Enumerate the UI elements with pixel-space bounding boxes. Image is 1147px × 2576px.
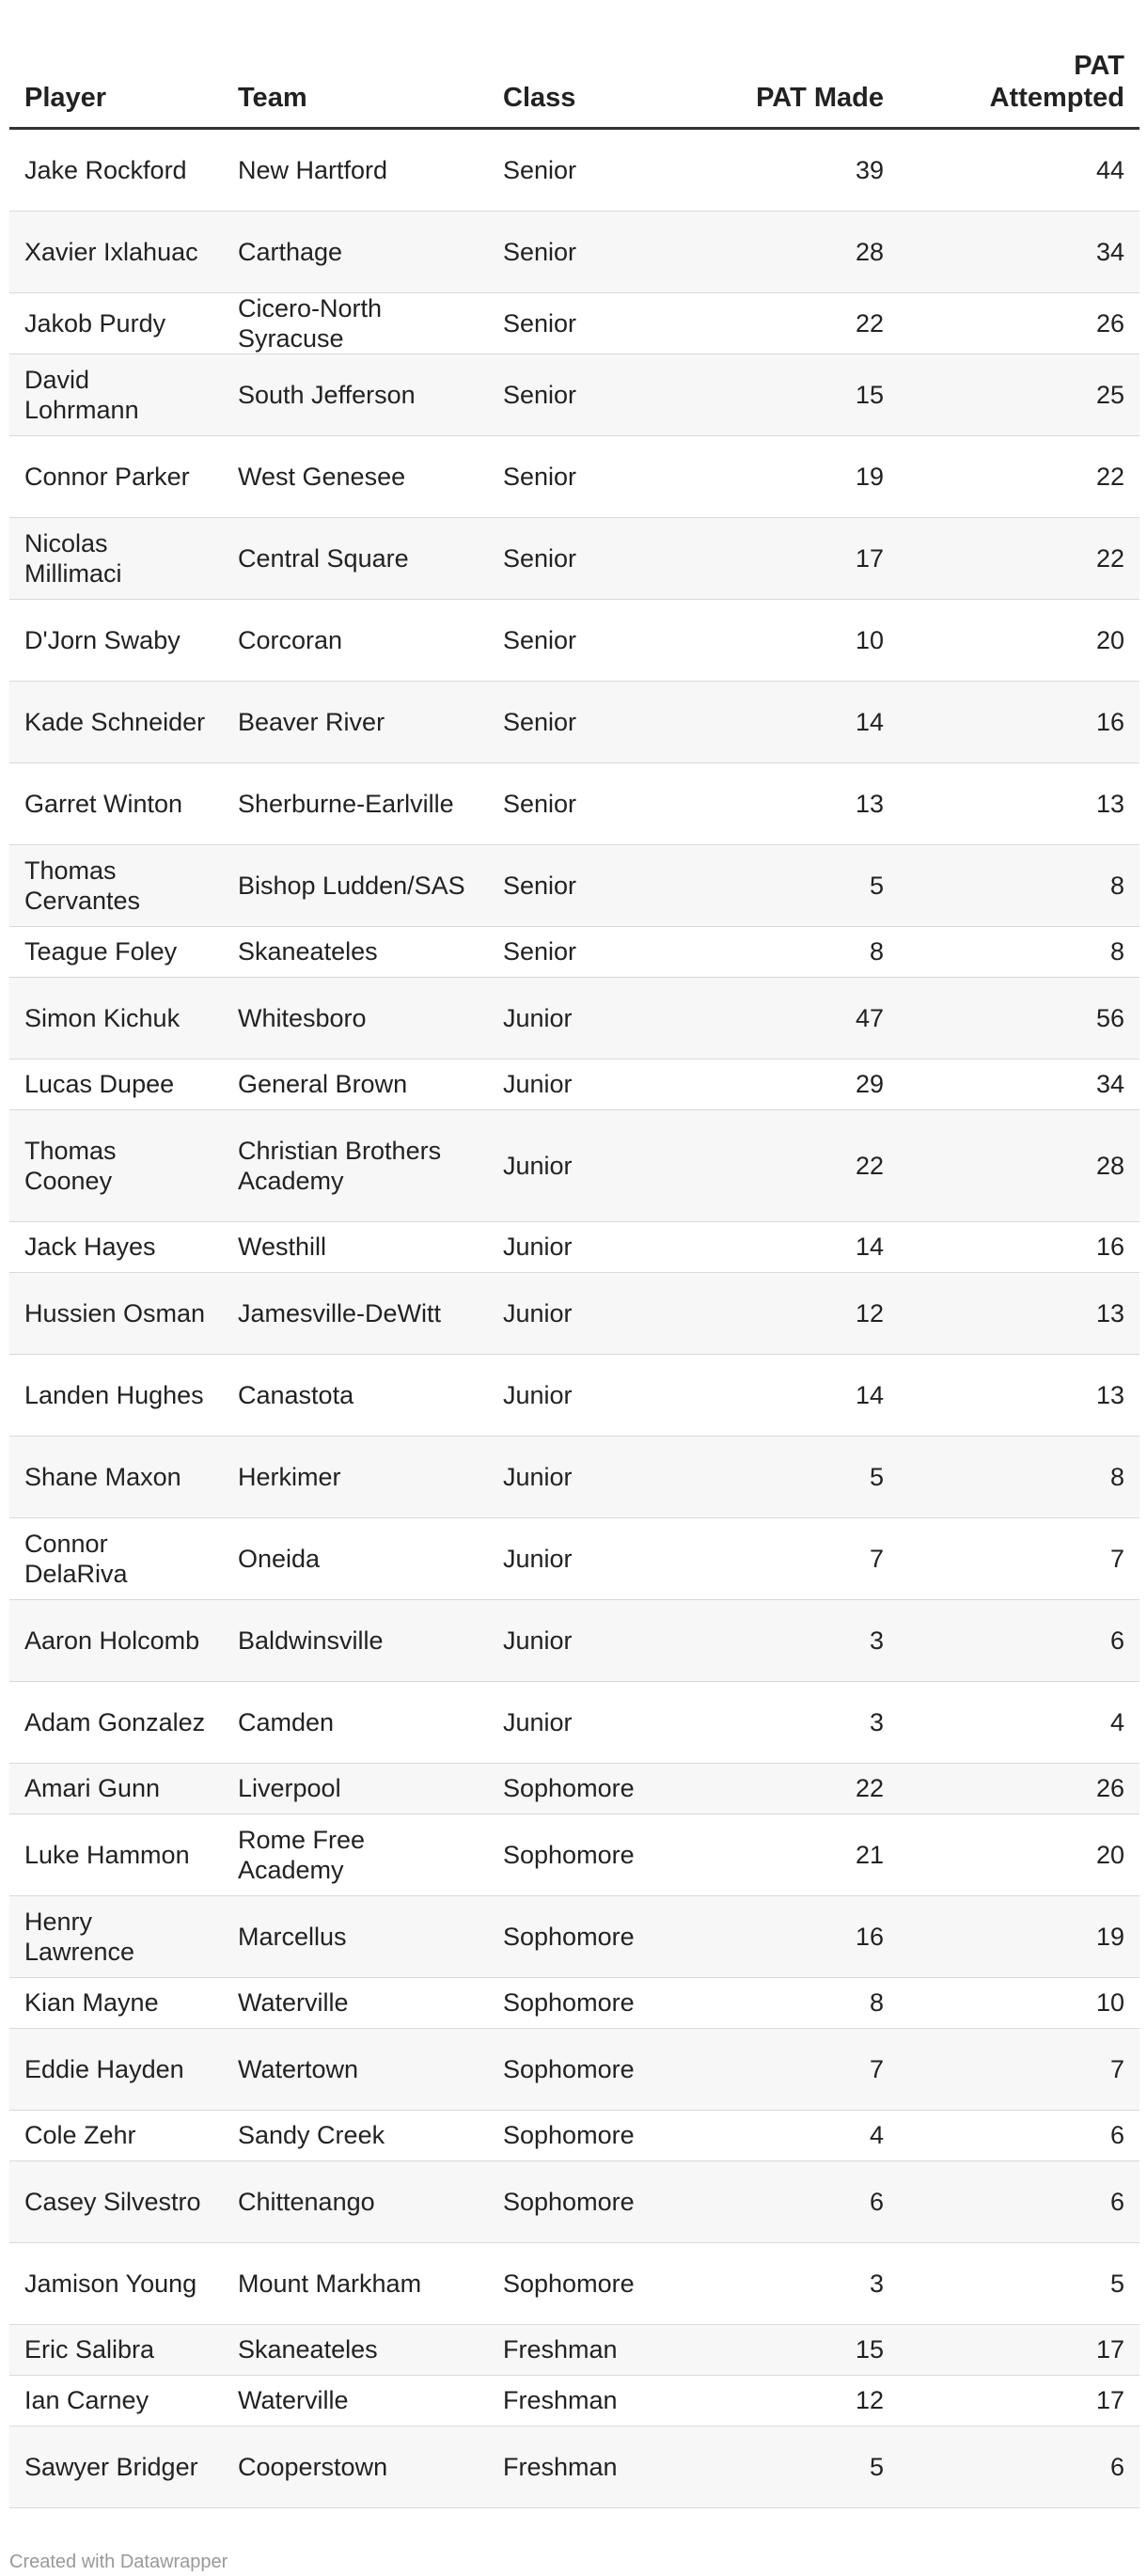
table-row [9, 1814, 1139, 1895]
cell-pat-made: 5 [655, 1436, 899, 1517]
table-row [9, 2324, 1139, 2375]
cell-pat-made: 3 [655, 2242, 899, 2324]
header-class[interactable]: Class [488, 28, 655, 128]
cell-pat-made: 10 [655, 599, 899, 681]
cell-player: Eddie Hayden [9, 2028, 223, 2110]
cell-pat-attempted: 20 [899, 599, 1139, 681]
table-row [9, 517, 1139, 599]
cell-pat-attempted: 6 [899, 2110, 1139, 2160]
table-row [9, 1272, 1139, 1354]
cell-team: Marcellus [223, 1895, 488, 1977]
cell-team: Carthage [223, 211, 488, 292]
datawrapper-credit: Created with Datawrapper [9, 2552, 228, 2572]
table-row [9, 844, 1139, 926]
cell-pat-made: 3 [655, 1599, 899, 1681]
cell-class: Senior [488, 292, 655, 353]
header-player[interactable]: Player [9, 28, 223, 128]
cell-team: Camden [223, 1681, 488, 1763]
cell-player: Sawyer Bridger [9, 2426, 223, 2507]
cell-class: Sophomore [488, 1895, 655, 1977]
cell-pat-made: 22 [655, 292, 899, 353]
cell-class: Junior [488, 1109, 655, 1221]
cell-class: Junior [488, 1354, 655, 1436]
cell-class: Senior [488, 128, 655, 211]
table-row [9, 2426, 1139, 2507]
cell-pat-made: 6 [655, 2160, 899, 2242]
cell-class: Sophomore [488, 2028, 655, 2110]
cell-player: Adam Gonzalez [9, 1681, 223, 1763]
table-row [9, 1763, 1139, 1814]
cell-player: Aaron Holcomb [9, 1599, 223, 1681]
cell-team: West Genesee [223, 435, 488, 517]
cell-player: Teague Foley [9, 926, 223, 977]
cell-team: Sandy Creek [223, 2110, 488, 2160]
cell-pat-made: 12 [655, 1272, 899, 1354]
table-row [9, 1354, 1139, 1436]
cell-pat-attempted: 17 [899, 2375, 1139, 2426]
cell-class: Sophomore [488, 1814, 655, 1895]
cell-pat-attempted: 16 [899, 681, 1139, 762]
cell-player: Luke Hammon [9, 1814, 223, 1895]
cell-pat-attempted: 22 [899, 435, 1139, 517]
cell-pat-attempted: 8 [899, 1436, 1139, 1517]
table-row [9, 599, 1139, 681]
cell-player: Thomas Cooney [9, 1109, 223, 1221]
cell-pat-made: 21 [655, 1814, 899, 1895]
table-row [9, 2375, 1139, 2426]
table-row [9, 2242, 1139, 2324]
cell-player: Eric Salibra [9, 2324, 223, 2375]
cell-pat-attempted: 13 [899, 1272, 1139, 1354]
cell-player: Cole Zehr [9, 2110, 223, 2160]
cell-team: Chittenango [223, 2160, 488, 2242]
cell-class: Sophomore [488, 1763, 655, 1814]
cell-pat-attempted: 34 [899, 211, 1139, 292]
cell-pat-attempted: 7 [899, 2028, 1139, 2110]
table-row [9, 2110, 1139, 2160]
table-row [9, 2028, 1139, 2110]
cell-player: Jake Rockford [9, 128, 223, 211]
table-row [9, 353, 1139, 435]
cell-player: David Lohrmann [9, 353, 223, 435]
cell-pat-attempted: 22 [899, 517, 1139, 599]
cell-pat-made: 3 [655, 1681, 899, 1763]
cell-pat-made: 14 [655, 681, 899, 762]
cell-team: Bishop Ludden/SAS [223, 844, 488, 926]
cell-pat-made: 47 [655, 977, 899, 1059]
cell-pat-made: 22 [655, 1763, 899, 1814]
cell-team: Skaneateles [223, 926, 488, 977]
cell-class: Senior [488, 211, 655, 292]
pat-stats-table [9, 28, 1139, 2508]
cell-pat-made: 7 [655, 1517, 899, 1599]
table-row [9, 1517, 1139, 1599]
cell-team: Herkimer [223, 1436, 488, 1517]
cell-class: Sophomore [488, 2110, 655, 2160]
cell-pat-made: 19 [655, 435, 899, 517]
cell-pat-attempted: 7 [899, 1517, 1139, 1599]
cell-pat-made: 15 [655, 353, 899, 435]
cell-pat-attempted: 6 [899, 2426, 1139, 2507]
cell-player: D'Jorn Swaby [9, 599, 223, 681]
cell-team: Central Square [223, 517, 488, 599]
cell-pat-made: 29 [655, 1059, 899, 1109]
table-row [9, 1895, 1139, 1977]
cell-pat-attempted: 17 [899, 2324, 1139, 2375]
cell-team: Corcoran [223, 599, 488, 681]
table-row [9, 435, 1139, 517]
cell-pat-attempted: 16 [899, 1221, 1139, 1272]
cell-team: Christian Brothers Academy [223, 1109, 488, 1221]
cell-pat-made: 14 [655, 1221, 899, 1272]
cell-class: Junior [488, 1436, 655, 1517]
cell-team: South Jefferson [223, 353, 488, 435]
cell-class: Senior [488, 599, 655, 681]
table-row [9, 762, 1139, 844]
cell-player: Ian Carney [9, 2375, 223, 2426]
cell-pat-attempted: 19 [899, 1895, 1139, 1977]
cell-pat-made: 12 [655, 2375, 899, 2426]
cell-pat-attempted: 10 [899, 1977, 1139, 2028]
cell-team: Rome Free Academy [223, 1814, 488, 1895]
cell-pat-attempted: 20 [899, 1814, 1139, 1895]
cell-team: Canastota [223, 1354, 488, 1436]
cell-pat-attempted: 6 [899, 2160, 1139, 2242]
table-row [9, 1109, 1139, 1221]
cell-team: New Hartford [223, 128, 488, 211]
cell-player: Shane Maxon [9, 1436, 223, 1517]
cell-pat-made: 5 [655, 2426, 899, 2507]
header-team[interactable]: Team [223, 28, 488, 128]
cell-pat-made: 8 [655, 926, 899, 977]
cell-team: Cicero-North Syracuse [223, 292, 488, 353]
cell-pat-attempted: 26 [899, 292, 1139, 353]
cell-player: Casey Silvestro [9, 2160, 223, 2242]
cell-class: Senior [488, 517, 655, 599]
cell-player: Nicolas Millimaci [9, 517, 223, 599]
cell-pat-attempted: 8 [899, 844, 1139, 926]
table-header [9, 28, 1139, 128]
cell-team: Jamesville-DeWitt [223, 1272, 488, 1354]
cell-player: Landen Hughes [9, 1354, 223, 1436]
cell-class: Senior [488, 353, 655, 435]
cell-player: Kian Mayne [9, 1977, 223, 2028]
table-row [9, 211, 1139, 292]
cell-team: Westhill [223, 1221, 488, 1272]
table-row [9, 2160, 1139, 2242]
cell-pat-made: 13 [655, 762, 899, 844]
header-row [9, 28, 1139, 128]
cell-pat-made: 7 [655, 2028, 899, 2110]
cell-class: Sophomore [488, 2160, 655, 2242]
table-row [9, 1977, 1139, 2028]
cell-player: Garret Winton [9, 762, 223, 844]
table-row [9, 926, 1139, 977]
cell-pat-attempted: 8 [899, 926, 1139, 977]
table-row [9, 128, 1139, 211]
cell-pat-attempted: 13 [899, 1354, 1139, 1436]
cell-team: Waterville [223, 2375, 488, 2426]
cell-pat-made: 4 [655, 2110, 899, 2160]
table-row [9, 681, 1139, 762]
cell-player: Lucas Dupee [9, 1059, 223, 1109]
cell-team: Watertown [223, 2028, 488, 2110]
cell-class: Junior [488, 1681, 655, 1763]
cell-team: Beaver River [223, 681, 488, 762]
cell-team: Skaneateles [223, 2324, 488, 2375]
header-pat-attempted-line2: Attempted [989, 82, 1124, 113]
cell-pat-made: 39 [655, 128, 899, 211]
table-row [9, 1436, 1139, 1517]
cell-pat-attempted: 28 [899, 1109, 1139, 1221]
cell-team: Sherburne-Earlville [223, 762, 488, 844]
cell-class: Junior [488, 1221, 655, 1272]
cell-class: Junior [488, 1517, 655, 1599]
cell-pat-made: 17 [655, 517, 899, 599]
cell-class: Senior [488, 844, 655, 926]
cell-player: Thomas Cervantes [9, 844, 223, 926]
cell-pat-attempted: 6 [899, 1599, 1139, 1681]
cell-class: Freshman [488, 2375, 655, 2426]
table-row [9, 1221, 1139, 1272]
cell-pat-made: 5 [655, 844, 899, 926]
cell-player: Jamison Young [9, 2242, 223, 2324]
cell-player: Xavier Ixlahuac [9, 211, 223, 292]
cell-pat-made: 14 [655, 1354, 899, 1436]
cell-pat-made: 15 [655, 2324, 899, 2375]
cell-pat-made: 8 [655, 1977, 899, 2028]
cell-team: Whitesboro [223, 977, 488, 1059]
cell-class: Junior [488, 1599, 655, 1681]
cell-pat-made: 28 [655, 211, 899, 292]
table-row [9, 1059, 1139, 1109]
cell-player: Connor DelaRiva [9, 1517, 223, 1599]
table-body [9, 128, 1139, 2507]
cell-class: Senior [488, 681, 655, 762]
header-pat-made[interactable]: PAT Made [655, 28, 899, 128]
cell-player: Jakob Purdy [9, 292, 223, 353]
header-pat-attempted[interactable] [899, 28, 1139, 128]
cell-team: Baldwinsville [223, 1599, 488, 1681]
cell-player: Jack Hayes [9, 1221, 223, 1272]
cell-player: Simon Kichuk [9, 977, 223, 1059]
cell-class: Junior [488, 1059, 655, 1109]
cell-pat-attempted: 4 [899, 1681, 1139, 1763]
cell-class: Freshman [488, 2426, 655, 2507]
cell-team: Oneida [223, 1517, 488, 1599]
cell-pat-attempted: 56 [899, 977, 1139, 1059]
cell-pat-attempted: 5 [899, 2242, 1139, 2324]
cell-pat-attempted: 26 [899, 1763, 1139, 1814]
cell-pat-attempted: 44 [899, 128, 1139, 211]
table-row [9, 1681, 1139, 1763]
cell-class: Senior [488, 435, 655, 517]
cell-team: General Brown [223, 1059, 488, 1109]
cell-team: Cooperstown [223, 2426, 488, 2507]
cell-class: Junior [488, 1272, 655, 1354]
cell-pat-made: 16 [655, 1895, 899, 1977]
cell-player: Hussien Osman [9, 1272, 223, 1354]
cell-pat-made: 22 [655, 1109, 899, 1221]
cell-player: Kade Schneider [9, 681, 223, 762]
cell-class: Sophomore [488, 1977, 655, 2028]
cell-class: Senior [488, 762, 655, 844]
table-row [9, 292, 1139, 353]
table-row [9, 977, 1139, 1059]
cell-pat-attempted: 13 [899, 762, 1139, 844]
cell-class: Junior [488, 977, 655, 1059]
table-row [9, 1599, 1139, 1681]
cell-player: Connor Parker [9, 435, 223, 517]
cell-class: Freshman [488, 2324, 655, 2375]
cell-player: Amari Gunn [9, 1763, 223, 1814]
cell-team: Mount Markham [223, 2242, 488, 2324]
cell-team: Liverpool [223, 1763, 488, 1814]
cell-team: Waterville [223, 1977, 488, 2028]
cell-pat-attempted: 25 [899, 353, 1139, 435]
header-pat-attempted-line1: PAT [1074, 50, 1124, 81]
cell-class: Sophomore [488, 2242, 655, 2324]
cell-player: Henry Lawrence [9, 1895, 223, 1977]
cell-pat-attempted: 34 [899, 1059, 1139, 1109]
cell-class: Senior [488, 926, 655, 977]
